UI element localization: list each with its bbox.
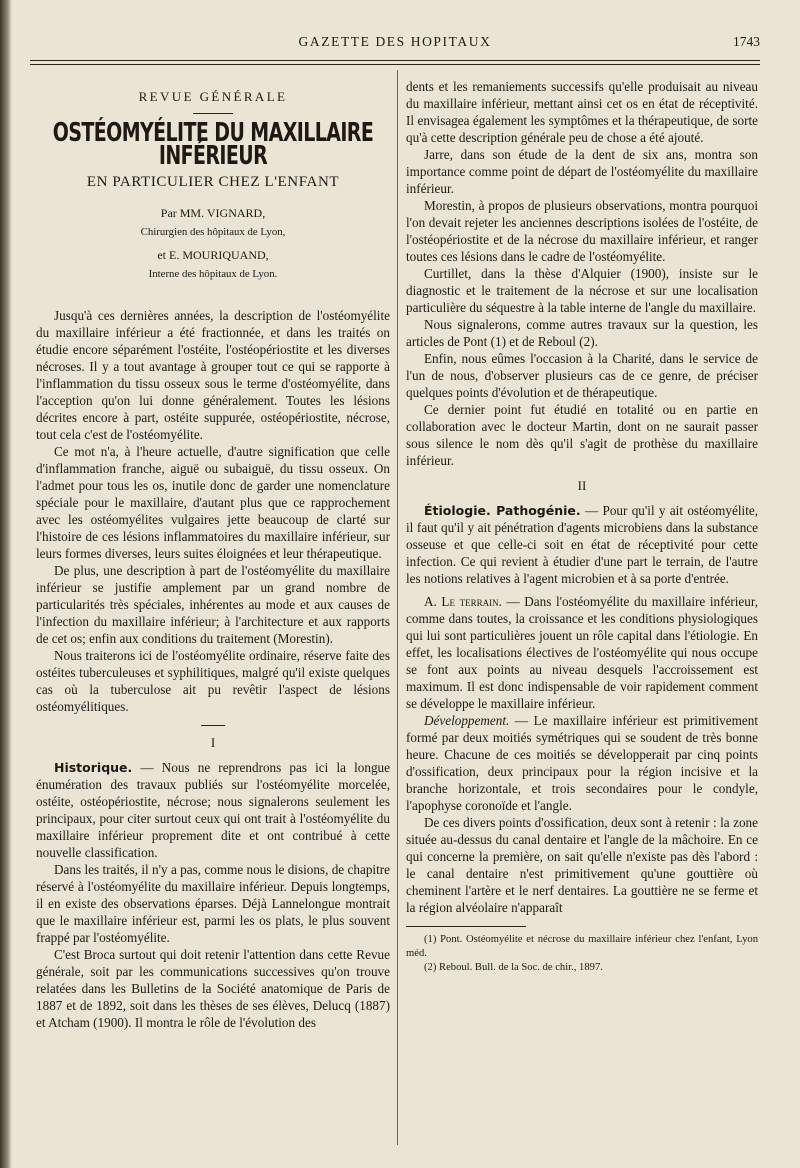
page-binding-edge xyxy=(0,0,12,1168)
paragraph: Nous traiterons ici de l'ostéomyélite ordinaire, réserve faite des ostéites tuberculeuses et syphilitiques, malgré qu'il existe quelques cas où la tuberculose ait pu revêtir l'aspect de lésions ostéomyélitiques. xyxy=(36,648,390,714)
paragraph: Ce dernier point fut étudié en totalité ou en partie en collaboration avec le docteur Martin, dont on ne saurait passer sous silence le nom dès qu'il s'agit de prothèse du maxillaire inférieur. xyxy=(406,402,758,468)
footnote: (2) Reboul. Bull. de la Soc. de chir., 1897. xyxy=(424,962,603,973)
paragraph: De plus, une description à part de l'ostéomyélite du maxillaire inférieur se justifie amplement par un grand nombre de particularités très spéciales, inhérentes au mode et aux causes de l'infection du maxillaire inférieur; à l'architecture et aux rapports de cet os; enfin aux conditions du traitement (Morestin). xyxy=(36,563,390,646)
run-in-heading: Développement. xyxy=(424,713,510,728)
paragraph: Étiologie. Pathogénie. — Pour qu'il y ait ostéomyélite, il faut qu'il y ait pénétration d'agents microbiens dans la substance osseuse et que celle-ci soit en état de réceptivité pour cette infection. Ce qui revient à étudier d'une part le terrain, de l'autre les notions relatives à l'agent microbien et à sa porte d'entrée. xyxy=(406,503,759,586)
article-title: OSTÉOMYÉLITE DU MAXILLAIRE INFÉRIEUR xyxy=(52,118,374,171)
run-in-heading: Historique. xyxy=(54,760,133,775)
section-number: I xyxy=(210,735,216,750)
run-in-heading: Étiologie. Pathogénie. xyxy=(424,503,581,518)
author-1: Par MM. VIGNARD, xyxy=(160,206,266,220)
author-2-affiliation: Interne des hôpitaux de Lyon. xyxy=(148,268,278,280)
paragraph: Jusqu'à ces dernières années, la description de l'ostéomyélite du maxillaire inférieur a été fractionnée, et dans les traités on étudie encore séparément l'ostéite, l'ostéopériostite et les diverses nécroses. Il y a tout avantage à grouper tout ce qui se rapporte à l'inflammation du tissu osseux sous le terme d'ostéomyélite, dans l'acception qu'on lui donne généralement. Toutes les lésions décrites encore à part, ostéite suppurée, ostéopériostite, nécrose, tout cela c'est de l'ostéomyélite. xyxy=(36,308,390,442)
paragraph: Historique. — Nous ne reprendrons pas ici la longue énumération des travaux publiés sur l'ostéomyélite morcelée, ostéite, ostéopériostite, nécrose; nous signalerons seulement les principaux, pour citer surtout ceux qui ont trait à l'ostéomyélite du maxillaire inférieur proprement dite et ont contribué à cette nouvelle classification. xyxy=(36,760,390,860)
article-subtitle: EN PARTICULIER CHEZ L'ENFANT xyxy=(86,174,340,190)
paragraph: C'est Broca surtout qui doit retenir l'attention dans cette Revue générale, soit par les communications successives qu'on trouve relatées dans les Bulletins de la Société anatomique de Paris de 1887 et de 1892, soit dans les thèses de ses élèves, Delucq (1887) et Atcham (1900). Il montra le rôle de l'évolution des xyxy=(36,947,390,1030)
journal-title: GAZETTE DES HOPITAUX xyxy=(298,34,492,49)
paragraph: Jarre, dans son étude de la dent de six ans, montra son importance comme point de départ de l'ostéomyélite du maxillaire inférieur. xyxy=(406,147,758,196)
paragraph: A. Le terrain. — Dans l'ostéomyélite du maxillaire inférieur, comme dans toutes, la croissance et les conditions physiologiques qui lui sont particulières jouent un rôle capital dans l'étiologie. En effet, les localisations électives de l'ostéomyélite qui nous occupe se font aux points au niveau desquels l'accroissement est maximum. Il est donc indispensable de voir rapidement comment se développe le maxillaire inférieur. xyxy=(406,594,759,711)
section-kicker: REVUE GÉNÉRALE xyxy=(138,89,288,104)
section-rule xyxy=(201,725,225,726)
header-rule xyxy=(30,60,760,61)
paragraph: Enfin, nous eûmes l'occasion à la Charité, dans le service de l'un de nous, d'observer plusieurs cas de ce genre, de préciser quelques points d'évolution et de thérapeutique. xyxy=(406,351,758,400)
column-divider xyxy=(397,70,398,1145)
paragraph: Dans les traités, il n'y a pas, comme nous le disions, de chapitre réservé à l'ostéomyélite du maxillaire inférieur. Depuis longtemps, il en existe des observations éparses. Déjà Lannelongue montrait que le maxillaire inférieur est, parmi les os plats, le plus souvent frappé par l'ostéomyélite. xyxy=(36,862,390,945)
right-column xyxy=(406,78,758,975)
paragraph: Nous signalerons, comme autres travaux sur la question, les articles de Pont (1) et de Reboul (2). xyxy=(406,317,758,349)
running-header xyxy=(30,34,760,54)
page-number: 1743 xyxy=(733,34,760,49)
paragraph: Curtillet, dans la thèse d'Alquier (1900), insiste sur le diagnostic et le traitement de la nécrose et sur une localisation particulière du séquestre à la table interne de l'angle du maxillaire. xyxy=(406,266,758,315)
author-2: et E. MOURIQUAND, xyxy=(157,248,269,262)
footnote-rule xyxy=(406,926,526,927)
paragraph: Développement. — Le maxillaire inférieur est primitivement formé par deux moitiés symétriques qui se soudent de très bonne heure. Chacune de ces moitiés se développerait par cinq points d'ossification, deux principaux pour la région incisive et la branche horizontale, et trois secondaires pour le condyle, l'apophyse coronoïde et l'angle. xyxy=(406,713,758,813)
section-number: II xyxy=(577,478,587,493)
paragraph: dents et les remaniements successifs qu'elle produisait au niveau du maxillaire inférieur, mettant ainsi cet os en état de réceptivité. Il envisagea également les symptômes et la thérapeutique, de sorte qu'à cette description générale peu de chose a été ajouté. xyxy=(406,79,758,145)
paragraph: Ce mot n'a, à l'heure actuelle, d'autre signification que celle d'inflammation franche, aiguë ou subaiguë, du tissu osseux. On l'admet pour tous les os, inutile donc de garder une nomenclature spéciale pour le maxillaire, d'autant plus que ce rapprochement avec les ostéomyélites vulgaires jette beaucoup de clarté sur l'histoire de ces lésions inflammatoires du maxillaire inférieur, sur leurs formes diverses, leurs suites éloignées et leur thérapeutique. xyxy=(36,444,390,561)
footnote: (1) Pont. Ostéomyélite et nécrose du maxillaire inférieur chez l'enfant, Lyon méd. xyxy=(406,934,758,959)
header-rule-thin xyxy=(30,64,760,65)
left-column xyxy=(36,78,390,1031)
paragraph: De ces divers points d'ossification, deux sont à retenir : la zone située au-dessus du canal dentaire et l'angle de la mâchoire. En ce qui concerne la première, on sait qu'elle n'existe pas dès l'abord : le canal dentaire n'est primitivement qu'une gouttière où cheminent l'artère et le nerf dentaires. La gouttière ne se ferme et la région alvéolaire n'apparaît xyxy=(406,815,758,915)
author-1-affiliation: Chirurgien des hôpitaux de Lyon, xyxy=(140,226,286,238)
paragraph: Morestin, à propos de plusieurs observations, montra pourquoi l'on devait rejeter les anciennes descriptions isolées de l'ostéite, de l'ostéopériostite et de la nécrose du maxillaire inférieur, et ranger toutes ces lésions dans le cadre de l'ostéomyélite. xyxy=(406,198,758,264)
run-in-heading: A. Le terrain. xyxy=(424,594,502,609)
kicker-rule xyxy=(193,113,233,114)
